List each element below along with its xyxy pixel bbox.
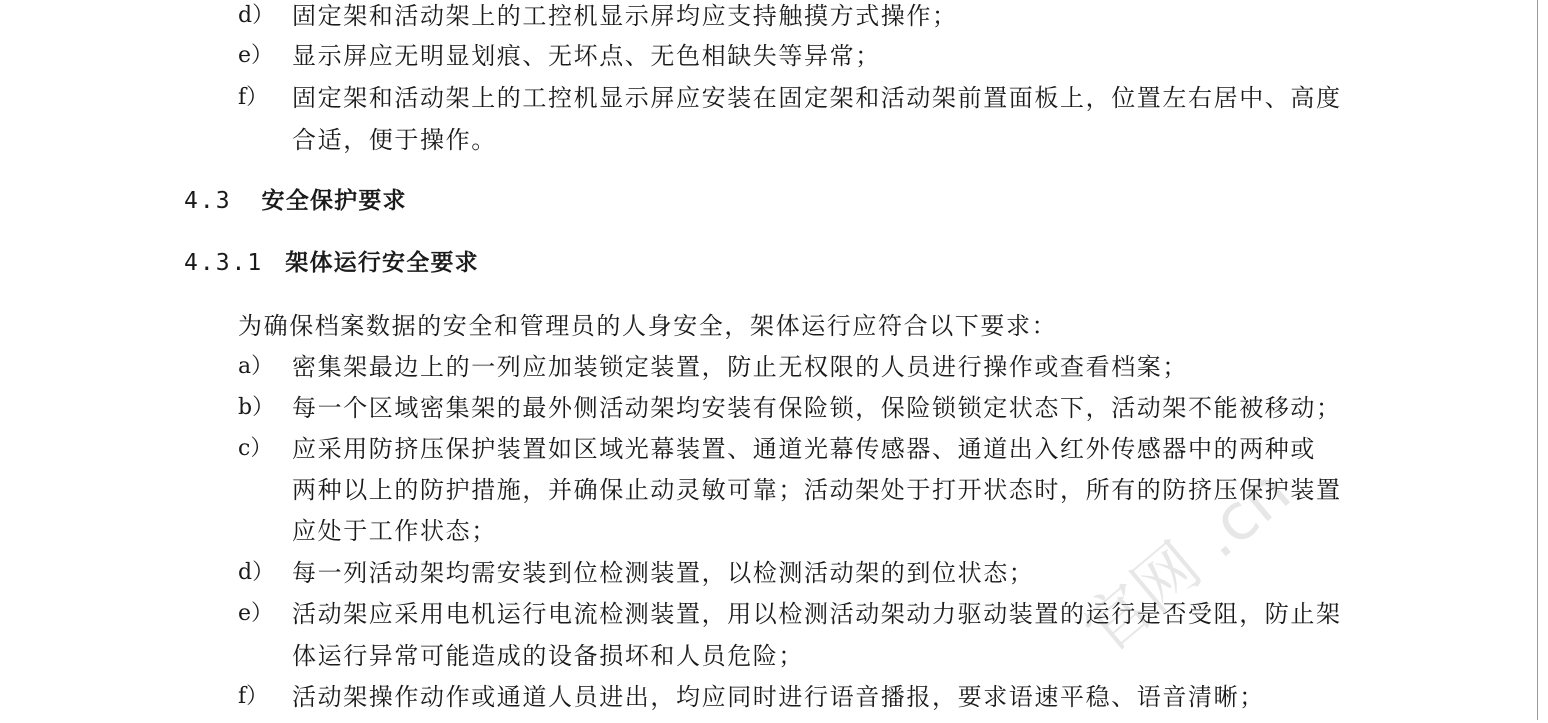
section-number: 4.3 <box>184 188 232 214</box>
list-item-text: 每一列活动架均需安装到位检测装置，以检测活动架的到位状态； <box>292 559 1035 587</box>
watermark: 官网 .cn <box>1069 454 1305 669</box>
list-item-text-continued: 应处于工作状态； <box>292 517 497 545</box>
list-marker: f） <box>238 684 269 709</box>
list-item-text-continued: 合适，便于操作。 <box>292 126 497 154</box>
section-number: 4.3.1 <box>184 250 264 276</box>
list-marker: e） <box>238 601 274 626</box>
list-marker: a） <box>238 354 274 379</box>
intro-paragraph: 为确保档案数据的安全和管理员的人身安全，架体运行应符合以下要求： <box>238 312 1058 340</box>
list-marker: e） <box>238 43 274 68</box>
section-title: 安全保护要求 <box>261 188 407 214</box>
list-marker: d） <box>238 3 275 28</box>
list-item-text: 密集架最边上的一列应加装锁定装置，防止无权限的人员进行操作或查看档案； <box>292 353 1188 381</box>
list-item-text: 每一个区域密集架的最外侧活动架均安装有保险锁，保险锁锁定状态下，活动架不能被移动； <box>292 394 1342 422</box>
list-item-text: 固定架和活动架上的工控机显示屏应安装在固定架和活动架前置面板上，位置左右居中、高度 <box>292 84 1342 112</box>
list-marker: c） <box>238 436 273 461</box>
list-marker: b） <box>238 395 275 420</box>
list-item-text-continued: 体运行异常可能造成的设备损坏和人员危险； <box>292 642 804 670</box>
list-item-text: 活动架操作动作或通道人员进出，均应同时进行语音播报，要求语速平稳、语音清晰； <box>292 683 1265 711</box>
list-item-text: 显示屏应无明显划痕、无坏点、无色相缺失等异常； <box>292 42 881 70</box>
list-item-text-continued: 两种以上的防护措施，并确保止动灵敏可靠；活动架处于打开状态时，所有的防挤压保护装置 <box>292 476 1342 504</box>
list-item-text: 应采用防挤压保护装置如区域光幕装置、通道光幕传感器、通道出入红外传感器中的两种或 <box>292 435 1316 463</box>
list-item-text: 固定架和活动架上的工控机显示屏均应支持触摸方式操作； <box>292 2 958 30</box>
section-heading-4-3 <box>184 185 407 217</box>
section-heading-4-3-1 <box>184 247 479 279</box>
viewer-gutter <box>1538 0 1548 720</box>
section-title: 架体运行安全要求 <box>285 250 479 276</box>
list-item-text: 活动架应采用电机运行电流检测装置，用以检测活动架动力驱动装置的运行是否受阻，防止架 <box>292 600 1342 628</box>
list-marker: d） <box>238 560 275 585</box>
list-marker: f） <box>238 85 269 110</box>
